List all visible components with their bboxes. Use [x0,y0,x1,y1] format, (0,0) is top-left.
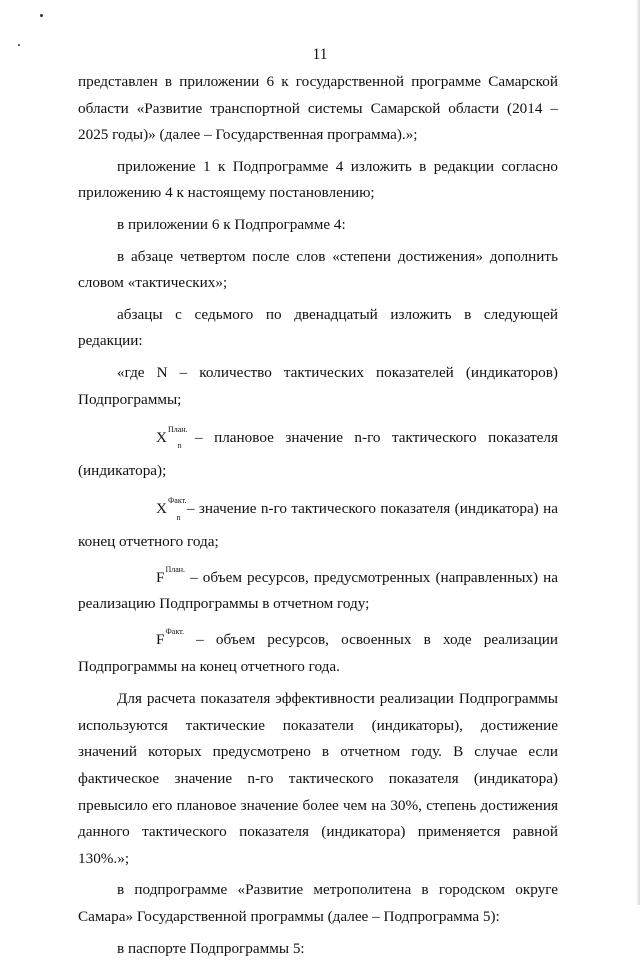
formula-definition [78,421,558,484]
document-body [78,69,558,967]
page-number: 11 [312,46,328,63]
scan-speck [40,14,43,17]
formula-definition [78,623,558,680]
formula-definition [78,492,558,555]
page-edge-shadow [636,0,640,905]
formula-definition [78,561,558,618]
paragraph: абзацы с седьмого по двенадцатый изложить в следующей редакции: [78,305,558,350]
paragraph: в подпрограмме «Развитие метрополитена в городском округе Самара» Государственной программы (далее – Подпрограмма 5): [78,881,558,925]
formula-symbol: $X^{План.}_n$ [156,425,188,451]
paragraph: «где N – количество тактических показателей (индикаторов) Подпрограммы; [78,363,558,408]
formula-description: – объем ресурсов, освоенных в ходе реализации Подпрограммы на конец отчетного года. [78,631,558,675]
formula-description: – значение n-го тактического показателя (индикатора) на конец отчетного года; [78,500,558,551]
formula-symbol: $F^{Факт.}$ [156,626,184,648]
paragraph: представлен в приложении 6 к государственной программе Самарской области «Развитие транспортной системы Самарской области (2014 – 2025 годы)» (далее – Государственная программа).»; [78,73,558,144]
paragraph: приложение 1 к Подпрограмме 4 изложить в редакции согласно приложению 4 к настоящему постановлению; [78,157,558,202]
formula-description: – плановое значение n-го тактического показателя (индикатора); [78,429,558,479]
paragraph: Для расчета показателя эффективности реализации Подпрограммы используются тактические показатели (индикаторы), достижение значений которых предусмотрено в отчетном году. В случае если фактическое значение n-го тактического показателя (индикатора) превысило его плановое значение более чем на 30%, степень достижения данного тактического показателя (индикатора) применяется равной 130%.»; [78,690,558,867]
paragraph: в паспорте Подпрограммы 5: [117,939,305,957]
paragraph: в абзаце четвертом после слов «степени достижения» дополнить словом «тактических»; [78,247,558,292]
formula-symbol: $F^{План.}$ [156,564,186,586]
formula-symbol: $X^{Факт.}_n$ [156,496,187,522]
formula-description: – объем ресурсов, предусмотренных (направленных) на реализацию Подпрограммы в отчетном году; [78,568,558,613]
paragraph: в приложении 6 к Подпрограмме 4: [117,215,346,233]
